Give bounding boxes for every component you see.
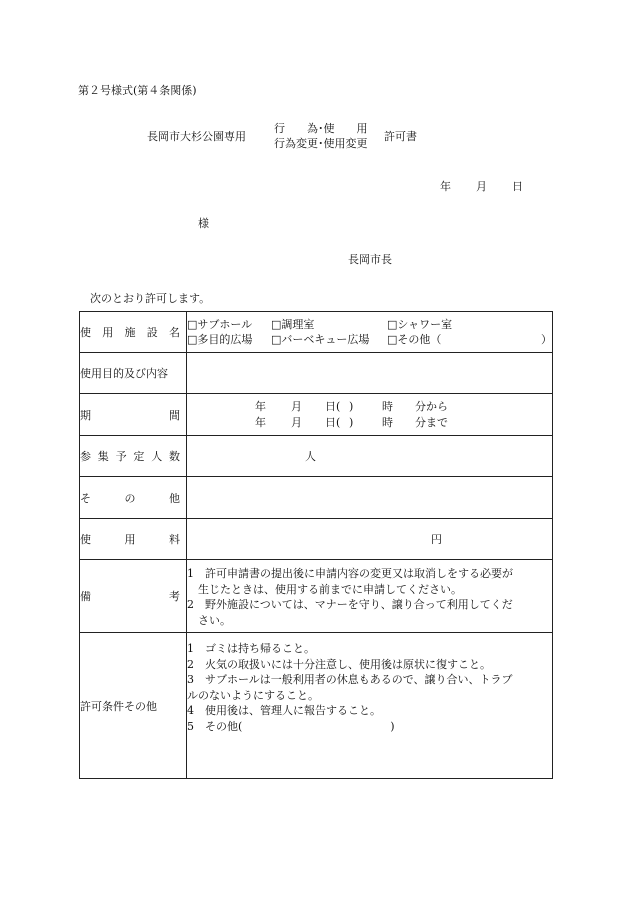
fee-field[interactable]	[187, 519, 553, 560]
period-to: 年 月 日( ) 時 分まで	[255, 415, 448, 429]
other-close-paren: ）	[541, 333, 552, 346]
remarks-row	[80, 560, 553, 633]
issuer: 長岡市長	[348, 253, 392, 266]
checkbox-kitchen[interactable]: □調理室	[271, 318, 315, 331]
other-label: そ の 他	[80, 477, 187, 519]
checkbox-multipurpose-plaza[interactable]: □多目的広場	[187, 333, 253, 346]
remark-2: 2 野外施設については、マナーを守り、譲り合って利用してくだ	[187, 598, 513, 611]
facility-label: 使 用 施 設 名	[80, 312, 187, 353]
condition-4: 4 使用後は、管理人に報告すること。	[187, 704, 381, 717]
title-suffix: 許可書	[384, 130, 417, 143]
permit-table	[79, 311, 553, 779]
condition-2: 2 火気の取扱いには十分注意し、使用後は原状に復すこと。	[187, 657, 491, 671]
conditions-label: 許可条件その他	[80, 633, 187, 779]
conditions-row	[80, 633, 553, 779]
facility-row	[80, 312, 553, 353]
attendees-unit: 人	[305, 450, 316, 463]
remarks-text	[187, 560, 553, 633]
purpose-field[interactable]	[187, 353, 553, 394]
issue-date	[440, 178, 523, 194]
remark-2-cont: さい。	[198, 613, 231, 627]
attendees-field[interactable]	[187, 436, 553, 477]
condition-3-cont: ルのないようにすること。	[187, 688, 319, 702]
condition-1: 1 ゴミは持ち帰ること。	[187, 642, 315, 655]
other-field[interactable]	[187, 477, 553, 519]
date-year: 年	[440, 180, 451, 193]
other-row	[80, 477, 553, 519]
remarks-label: 備 考	[80, 560, 187, 633]
checkbox-other[interactable]: □その他（	[387, 333, 442, 346]
form-number: 第２号様式(第４条関係)	[78, 84, 197, 97]
date-day: 日	[512, 180, 523, 193]
checkbox-subhall[interactable]: □サブホール	[187, 318, 253, 331]
checkbox-shower[interactable]: □シャワー室	[387, 318, 453, 331]
conditions-text	[187, 633, 553, 779]
condition-3: 3 サブホールは一般利用者の休息もあるので、譲り合い、トラブ	[187, 673, 513, 686]
period-row	[80, 394, 553, 436]
attendees-row	[80, 436, 553, 477]
facility-options	[187, 312, 553, 353]
purpose-label: 使用目的及び内容	[80, 353, 187, 394]
fee-unit: 円	[431, 533, 442, 546]
purpose-row	[80, 353, 553, 394]
period-from: 年 月 日( ) 時 分から	[255, 399, 448, 413]
condition-5: 5 その他( )	[187, 719, 395, 733]
period-field[interactable]	[187, 394, 553, 436]
remark-1-cont: 生じたときは、使用する前までに申請してください。	[198, 582, 462, 596]
checkbox-bbq-plaza[interactable]: □バーベキュー広場	[271, 333, 370, 346]
title-option-act-use: 行 為･使 用	[274, 122, 368, 135]
addressee-suffix: 様	[198, 217, 209, 230]
intro-text: 次のとおり許可します。	[90, 292, 211, 305]
period-label: 期 間	[80, 394, 187, 436]
attendees-label: 参 集 予 定 人 数	[80, 436, 187, 477]
fee-label: 使 用 料	[80, 519, 187, 560]
title-options	[274, 121, 368, 151]
date-month: 月	[476, 180, 487, 193]
fee-row	[80, 519, 553, 560]
title-option-change: 行為変更･使用変更	[274, 137, 368, 150]
title-prefix: 長岡市大杉公園専用	[147, 130, 246, 143]
remark-1: 1 許可申請書の提出後に申請内容の変更又は取消しをする必要が	[187, 567, 513, 580]
